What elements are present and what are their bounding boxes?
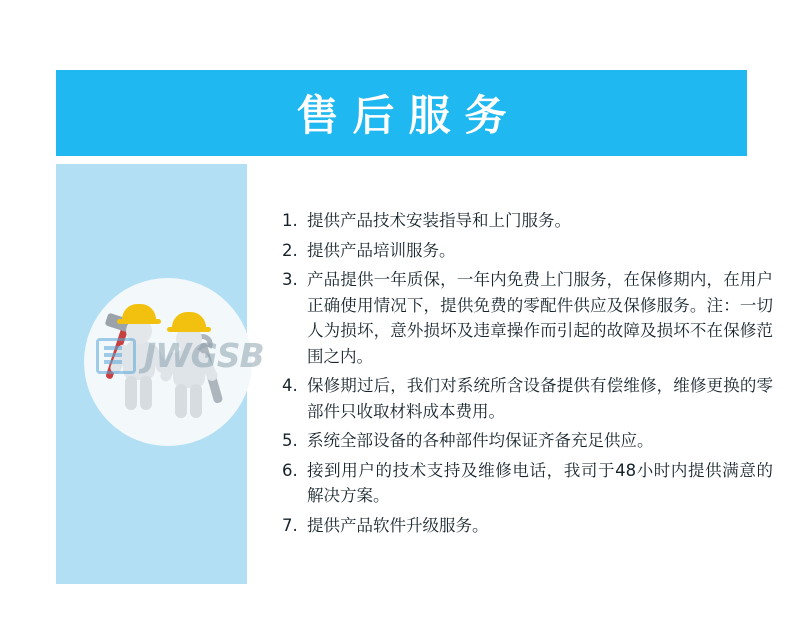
list-item: 2. 提供产品培训服务。 (303, 238, 773, 264)
watermark-text: JWGSB (144, 336, 264, 375)
banner-header (56, 70, 747, 156)
list-item: 1. 提供产品技术安装指导和上门服务。 (303, 208, 773, 234)
leg-right (190, 384, 202, 418)
list-item: 4. 保修期过后，我们对系统所含设备提供有偿维修，维修更换的零部件只收取材料成本费用。 (303, 373, 773, 424)
service-list (265, 208, 773, 542)
list-item: 5. 系统全部设备的各种部件均保证齐备充足供应。 (303, 428, 773, 454)
two-workers-with-tools-illustration (84, 278, 252, 446)
list-item: 7. 提供产品软件升级服务。 (303, 513, 773, 539)
leg-right (140, 376, 152, 410)
content-card (247, 164, 773, 584)
leg-left (175, 384, 187, 418)
list-item: 6. 接到用户的技术支持及维修电话，我司于48小时内提供满意的解决方案。 (303, 458, 773, 509)
page-title: 售后服务 (296, 91, 521, 140)
leg-left (125, 376, 137, 410)
list-item: 3. 产品提供一年质保，一年内免费上门服务，在保修期内，在用户正确使用情况下，提供免费的零配件供应及保修服务。注：一切人为损坏，意外损坏及违章操作而引起的故障及损坏不在保修范围之内。 (303, 267, 773, 369)
